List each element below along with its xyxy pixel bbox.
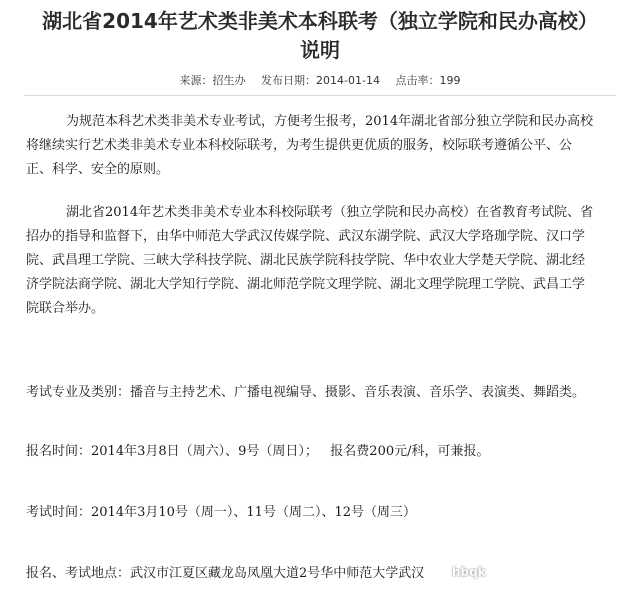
paragraph-line: 院联合举办。: [26, 301, 105, 316]
paragraph-line: 济学院法商学院、湖北大学知行学院、湖北师范学院文理学院、湖北文理学院理工学院、武昌工学: [26, 277, 586, 292]
paragraph-line: 为规范本科艺术类非美术专业考试，方便考生报考，2014年湖北省部分独立学院和民办高校: [66, 114, 594, 129]
watermark-logo: hbqk: [452, 565, 486, 579]
exam-location: [26, 562, 630, 586]
source-label: 来源：招生办: [179, 74, 246, 87]
intro-paragraph: [26, 110, 630, 182]
exam-majors: [26, 381, 630, 405]
paragraph-line: 正、科学、安全的原则。: [26, 162, 170, 177]
location-line: 报名、考试地点：武汉市江夏区藏龙岛凤凰大道2号华中师范大学武汉: [26, 566, 425, 581]
registration-time: [26, 440, 630, 464]
paragraph-line: 院、武昌理工学院、三峡大学科技学院、湖北民族学院科技学院、华中农业大学楚天学院、湖北经: [26, 253, 586, 268]
article-meta: [0, 72, 640, 88]
hit-count: 点击率：199: [395, 74, 461, 87]
article-title-continuation: 说明: [300, 38, 340, 62]
organizers-paragraph: [26, 201, 630, 321]
paragraph-line: 湖北省2014年艺术类非美术专业本科校际联考（独立学院和民办高校）在省教育考试院、省: [66, 205, 594, 220]
majors-line: 考试专业及类别：播音与主持艺术、广播电视编导、摄影、音乐表演、音乐学、表演类、舞蹈类。: [26, 385, 586, 400]
registration-line: 报名时间：2014年3月8日（周六）、9号（周日）； 报名费200元/科，可兼报。: [26, 444, 490, 459]
paragraph-line: 将继续实行艺术类非美术专业本科校际联考，为考生提供更优质的服务，校际联考遵循公平、公: [26, 138, 573, 153]
exam-time-line: 考试时间：2014年3月10号（周一）、11号（周二）、12号（周三）: [26, 505, 416, 520]
exam-time: [26, 501, 630, 525]
paragraph-line: 招办的指导和监督下，由华中师范大学武汉传媒学院、武汉东湖学院、武汉大学珞珈学院、汉口学: [26, 229, 586, 244]
publish-date: 发布日期：2014-01-14: [261, 74, 380, 87]
title-divider: [24, 95, 616, 96]
article-title: 湖北省2014年艺术类非美术本科联考（独立学院和民办高校）: [42, 9, 598, 33]
